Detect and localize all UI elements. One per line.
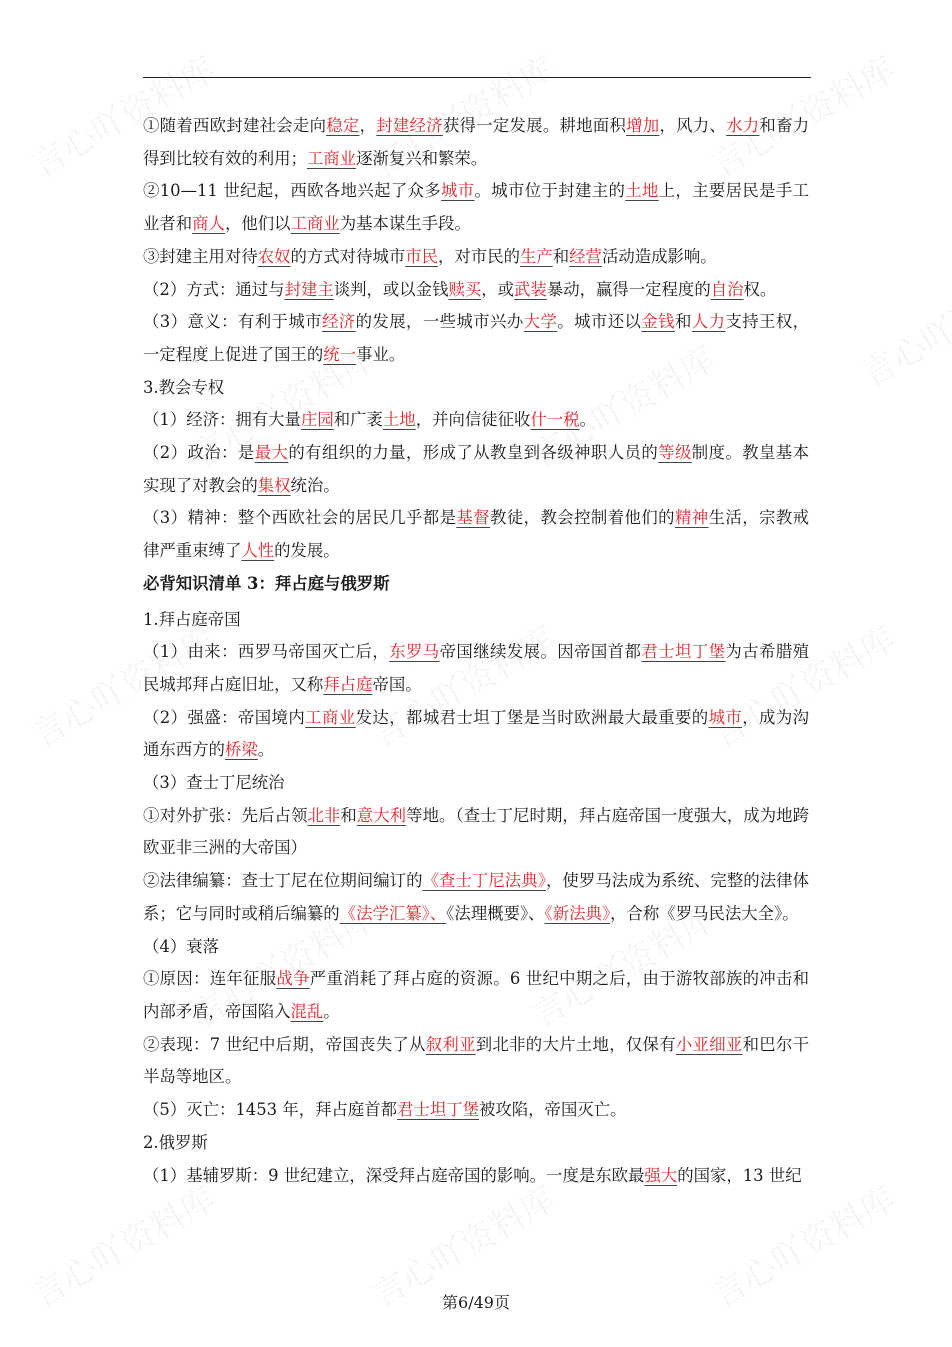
document-body xyxy=(143,110,809,1192)
answer-blank: 经营 xyxy=(569,246,602,266)
answer-blank: 基督 xyxy=(456,508,491,528)
section-heading xyxy=(143,568,809,601)
text-segment: 活动造成影响。 xyxy=(601,246,717,266)
answer-blank: 小亚细亚 xyxy=(675,1034,743,1054)
paragraph xyxy=(143,306,809,371)
text-segment: （5）灭亡：1453 年，拜占庭首都 xyxy=(143,1100,398,1120)
header-rule xyxy=(143,77,811,78)
text-segment: （3）查士丁尼统治 xyxy=(143,773,285,793)
text-segment: ②10—11 世纪起，西欧各地兴起了众多 xyxy=(143,181,442,201)
text-segment: 发达，都城君士坦丁堡是当时欧洲最大最重要的 xyxy=(355,707,709,727)
answer-blank: 人力 xyxy=(691,312,726,332)
text-segment: 权。 xyxy=(743,279,777,299)
text-segment: ， xyxy=(359,116,377,135)
text-segment: 。 xyxy=(323,1001,340,1021)
answer-blank: 强大 xyxy=(644,1165,678,1185)
text-segment: （1）基辅罗斯：9 世纪建立，深受拜占庭帝国的影响。一度是东欧最 xyxy=(143,1165,645,1185)
paragraph xyxy=(143,767,809,800)
text-segment: 必背知识清单 3：拜占庭与俄罗斯 xyxy=(143,573,390,593)
answer-blank: 东罗马 xyxy=(389,642,440,662)
text-segment: 。城市位于封建主的 xyxy=(474,181,626,201)
answer-blank: 叙利亚 xyxy=(425,1034,476,1054)
text-segment: 和 xyxy=(552,246,570,266)
paragraph xyxy=(143,604,809,637)
text-segment: ①对外扩张：先后占领 xyxy=(143,805,308,825)
paragraph xyxy=(143,1094,809,1127)
text-segment: 的国家，13 世纪 xyxy=(677,1165,802,1185)
text-segment: ③封建主用对待 xyxy=(143,246,258,266)
answer-blank: 拜占庭 xyxy=(323,674,373,694)
text-segment: 统治。 xyxy=(290,475,340,495)
text-segment: （2）强盛：帝国境内 xyxy=(143,707,306,727)
paragraph xyxy=(143,502,809,567)
paragraph xyxy=(143,931,809,964)
paragraph xyxy=(143,865,809,930)
text-segment: ②法律编纂：查士丁尼在位期间编订的 xyxy=(143,871,423,891)
text-segment: 被攻陷，帝国灭亡。 xyxy=(479,1100,627,1120)
answer-blank: 庄园 xyxy=(300,410,334,430)
paragraph xyxy=(143,437,809,502)
answer-blank: 自治 xyxy=(710,279,744,299)
answer-blank: 市民 xyxy=(405,246,439,266)
answer-blank: 稳定 xyxy=(326,116,360,135)
answer-blank: 城市 xyxy=(441,181,475,201)
answer-blank: 什一税 xyxy=(530,410,580,430)
answer-blank: 赎买 xyxy=(448,279,482,299)
answer-blank: 君士坦丁堡 xyxy=(397,1100,479,1120)
text-segment: 《法理概要》、 xyxy=(446,903,545,923)
paragraph xyxy=(143,241,809,274)
text-segment: （4）衰落 xyxy=(143,936,219,956)
paragraph xyxy=(143,1160,809,1193)
text-segment: 支持王权，一定程度上促进了国王的 xyxy=(143,312,810,364)
text-segment: 上，主要居民是手工业者和 xyxy=(143,181,810,234)
text-segment: （2）方式：通过与 xyxy=(143,279,285,299)
text-segment: ，并向信徒征收 xyxy=(415,410,531,430)
answer-blank: 《法学汇纂》、 xyxy=(339,903,447,923)
answer-blank: 君士坦丁堡 xyxy=(641,642,726,662)
text-segment: ①随着西欧封建社会走向 xyxy=(143,116,327,135)
text-segment: 和巴尔干半岛等地区。 xyxy=(143,1034,810,1087)
answer-blank: 《查士丁尼法典》 xyxy=(422,871,546,891)
paragraph xyxy=(143,404,809,437)
text-segment: 和广袤 xyxy=(333,410,383,430)
answer-blank: 增加 xyxy=(626,116,660,135)
paragraph xyxy=(143,800,809,865)
text-segment: 到北非的大片土地，仅保有 xyxy=(475,1034,676,1054)
text-segment: 2.俄罗斯 xyxy=(143,1132,208,1152)
answer-blank: 土地 xyxy=(625,181,659,201)
answer-blank: 金钱 xyxy=(641,312,675,332)
text-segment: （1）由来：西罗马帝国灭亡后， xyxy=(143,642,390,662)
text-segment: 和 xyxy=(674,312,692,332)
text-segment: 1.拜占庭帝国 xyxy=(143,609,241,629)
answer-blank: 城市 xyxy=(708,707,743,727)
answer-blank: 土地 xyxy=(382,410,416,430)
text-segment: ，合称《罗马民法大全》。 xyxy=(610,903,799,923)
text-segment: （1）经济：拥有大量 xyxy=(143,410,301,430)
answer-blank: 大学 xyxy=(523,312,558,332)
text-segment: 暴动，赢得一定程度的 xyxy=(546,279,711,299)
paragraph xyxy=(143,1127,809,1160)
text-segment: 和畜力得到比较有效的利用； xyxy=(143,116,810,168)
answer-blank: 意大利 xyxy=(356,805,407,825)
text-segment: ，或 xyxy=(481,279,515,299)
text-segment: 和 xyxy=(340,805,357,825)
answer-blank: 混乱 xyxy=(290,1001,324,1021)
text-segment: ，他们以 xyxy=(224,214,291,234)
text-segment: 帝国。 xyxy=(372,674,422,694)
paragraph xyxy=(143,963,809,1028)
answer-blank: 桥梁 xyxy=(224,740,258,760)
answer-blank: 封建经济 xyxy=(376,116,443,135)
answer-blank: 武装 xyxy=(514,279,547,299)
text-segment: 。城市还以 xyxy=(557,312,642,332)
text-segment: （3）精神：整个西欧社会的居民几乎都是 xyxy=(143,508,457,528)
text-segment: 制度。教皇基本实现了对教会的 xyxy=(143,443,810,495)
text-segment: ，成为沟通东西方的 xyxy=(143,707,810,760)
paragraph xyxy=(143,175,809,240)
answer-blank: 封建主 xyxy=(284,279,334,299)
answer-blank: 工商业 xyxy=(306,148,357,168)
answer-blank: 《新法典》 xyxy=(544,903,611,923)
paragraph xyxy=(143,110,809,175)
text-segment: ①原因：连年征服 xyxy=(143,969,277,989)
answer-blank: 集权 xyxy=(257,475,291,495)
text-segment: （2）政治：是 xyxy=(143,443,255,463)
text-segment: 严重消耗了拜占庭的资源。6 世纪中期之后，由于游牧部族的冲击和内部矛盾，帝国陷入 xyxy=(143,969,810,1021)
paragraph xyxy=(143,274,809,307)
paragraph xyxy=(143,702,809,767)
answer-blank: 战争 xyxy=(276,969,310,989)
text-segment: 教徒，教会控制着他们的 xyxy=(490,508,675,528)
text-segment: 的方式对待城市 xyxy=(290,246,406,266)
text-segment: 3.教会专权 xyxy=(143,377,225,397)
text-segment: （3）意义：有利于城市 xyxy=(143,312,322,332)
text-segment: 的有组织的力量，形成了从教皇到各级神职人员的 xyxy=(288,443,659,463)
text-segment: 逐渐复兴和繁荣。 xyxy=(356,148,488,168)
answer-blank: 北非 xyxy=(307,805,341,825)
answer-blank: 经济 xyxy=(321,312,356,332)
answer-blank: 工商业 xyxy=(305,707,356,727)
answer-blank: 商人 xyxy=(192,214,225,234)
text-segment: 事业。 xyxy=(356,344,406,364)
text-segment: ，对市民的 xyxy=(438,246,520,266)
paragraph xyxy=(143,1029,809,1094)
text-segment: 为古希腊殖民城邦拜占庭旧址，又称 xyxy=(143,642,810,694)
answer-blank: 等级 xyxy=(658,443,692,463)
paragraph xyxy=(143,372,809,405)
page-number: 第6/49页 xyxy=(442,1293,510,1312)
text-segment: 。 xyxy=(579,410,596,430)
text-segment: 生活，宗教戒律严重束缚了 xyxy=(143,508,810,561)
text-segment: 的发展，一些城市兴办 xyxy=(355,312,524,332)
text-segment: 获得一定发展。耕地面积 xyxy=(442,116,627,135)
text-segment: 谈判，或以金钱 xyxy=(333,279,449,299)
text-segment: 。 xyxy=(257,740,275,760)
answer-blank: 水力 xyxy=(726,116,760,135)
answer-blank: 农奴 xyxy=(257,246,291,266)
text-segment: 的发展。 xyxy=(274,541,340,561)
answer-blank: 统一 xyxy=(323,344,357,364)
watermark-text xyxy=(851,252,952,396)
text-segment: 为基本谋生手段。 xyxy=(339,214,471,234)
paragraph xyxy=(143,636,809,701)
text-segment: ②表现：7 世纪中后期，帝国丧失了从 xyxy=(143,1034,426,1054)
text-segment: 等地。（查士丁尼时期，拜占庭帝国一度强大，成为地跨欧亚非三洲的大帝国） xyxy=(143,805,810,858)
text-segment: ，使罗马法成为系统、完整的法律体系；它与同时或稍后编纂的 xyxy=(143,871,810,923)
text-segment: 帝国继续发展。因帝国首都 xyxy=(439,642,642,662)
answer-blank: 精神 xyxy=(674,508,709,528)
answer-blank: 人性 xyxy=(241,541,275,561)
answer-blank: 生产 xyxy=(519,246,553,266)
text-segment: ，风力、 xyxy=(659,116,727,135)
answer-blank: 最大 xyxy=(254,443,289,463)
answer-blank: 工商业 xyxy=(290,214,340,234)
